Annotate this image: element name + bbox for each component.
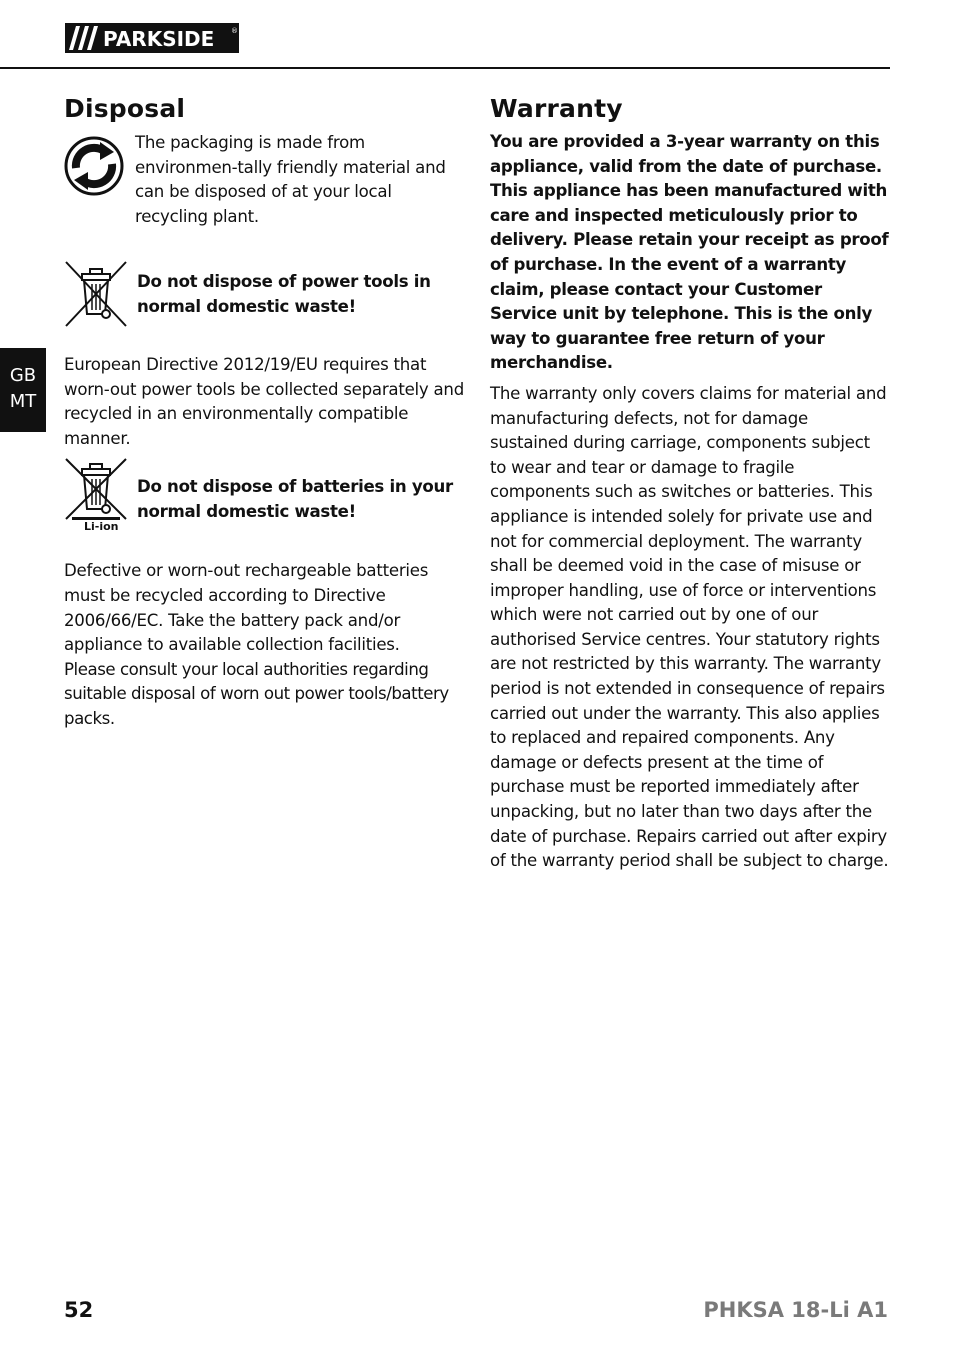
page-number: 52 bbox=[64, 1298, 94, 1322]
warranty-heading: Warranty bbox=[490, 94, 623, 123]
power-tools-warning: Do not dispose of power tools in normal domestic waste! bbox=[137, 272, 431, 316]
battery-row bbox=[64, 457, 466, 559]
crossed-bin-icon bbox=[64, 260, 128, 332]
disposal-section bbox=[64, 92, 466, 732]
packaging-row bbox=[64, 132, 466, 224]
header-divider bbox=[0, 67, 890, 69]
battery-warning: Do not dispose of batteries in your normal domestic waste! bbox=[137, 477, 453, 521]
crossed-bin-battery-icon bbox=[64, 457, 128, 541]
recycling-icon bbox=[64, 136, 124, 200]
language-tab bbox=[0, 348, 46, 432]
warranty-section bbox=[490, 92, 890, 874]
warranty-body: The warranty only covers claims for material and manufacturing defects, not for damage sustained during carriage, components subject to wear and tear or damage to fragile components such as switches or batteries. This appliance is intended solely for private use and not for commercial deployment. The warranty shall be deemed void in the case of misuse or improper handling, use of force or interventions which were not carried out by one of our authorised Service centres. Your statutory rights are not restricted by this warranty. The warranty period is not extended in consequence of repairs carried out under the warranty. This also applies to replaced and repaired components. Any damage or defects present at the time of purchase must be reported immediately after unpacking, but no later than two days after the date of purchase. Repairs carried out after expiry of the warranty period shall be subject to charge. bbox=[490, 383, 889, 871]
warranty-intro: You are provided a 3-year warranty on this appliance, valid from the date of purchase. This appliance has been manufactured with care and inspected meticulously prior to delivery. Please retain your receipt as proof of purchase. In the event of a warranty claim, please contact your Customer Service unit by telephone. This is the only way to guarantee free return of your merchandise. bbox=[490, 132, 889, 373]
disposal-heading: Disposal bbox=[64, 94, 186, 123]
authorities-text: Please consult your local authorities regarding suitable disposal of worn out power tools/battery packs. bbox=[64, 659, 449, 728]
parkside-logo bbox=[65, 23, 239, 53]
language-code-mt: MT bbox=[9, 391, 37, 412]
battery-text: Defective or worn-out rechargeable batteries must be recycled according to Directive 2006/66/EC. Take the battery pack and/or appliance to available collection facilities. bbox=[64, 561, 429, 655]
power-tools-row bbox=[64, 262, 466, 360]
model-name: PHKSA 18-Li A1 bbox=[703, 1298, 888, 1322]
li-ion-label: Li-ion bbox=[84, 520, 119, 534]
directive-text: European Directive 2012/19/EU requires that worn-out power tools be collected separately and recycled in an environmentally compatible manner. bbox=[64, 355, 464, 448]
brand-name: PARKSIDE bbox=[103, 27, 215, 51]
parkside-logo-graphic bbox=[65, 23, 239, 53]
registered-mark: ® bbox=[231, 27, 238, 35]
packaging-text: The packaging is made from environmen-tally friendly material and can be disposed of at your local recycling plant. bbox=[135, 133, 446, 226]
language-code-gb: GB bbox=[9, 365, 37, 386]
